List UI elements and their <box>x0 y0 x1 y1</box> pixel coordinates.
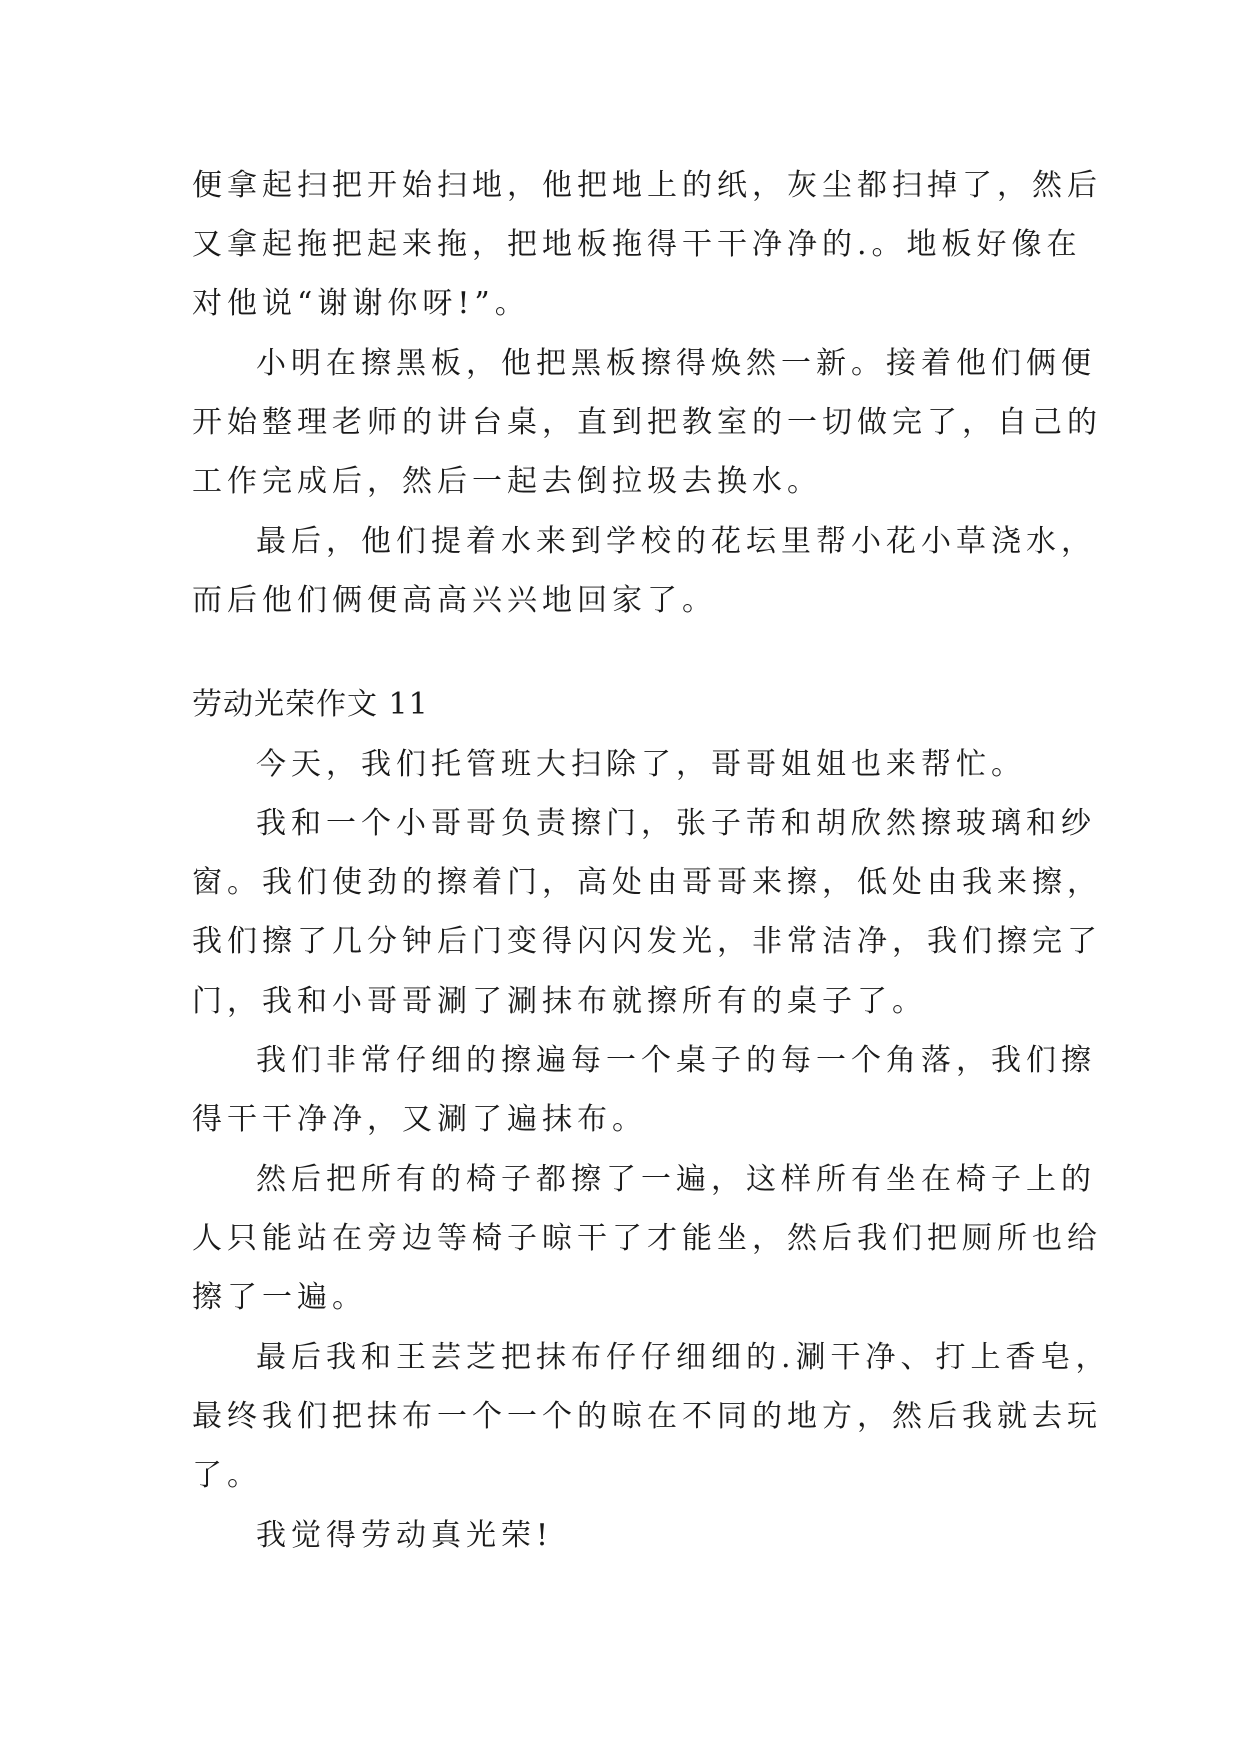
paragraph-line: 最后我和王芸芝把抹布仔仔细细的.涮干净、打上香皂， <box>256 1340 1111 1375</box>
section-title: 劳动光荣作文 11 <box>192 687 429 722</box>
paragraph-line: 我们非常仔细的擦遍每一个桌子的每一个角落，我们擦 <box>256 1043 1096 1078</box>
paragraph-line: 小明在擦黑板，他把黑板擦得焕然一新。接着他们俩便 <box>256 346 1096 381</box>
paragraph-line: 对他说“谢谢你呀!”。 <box>192 286 530 321</box>
paragraph-line: 而后他们俩便高高兴兴地回家了。 <box>192 583 717 618</box>
paragraph-line: 最终我们把抹布一个一个的晾在不同的地方，然后我就去玩 <box>192 1399 1102 1434</box>
paragraph-line: 然后把所有的椅子都擦了一遍，这样所有坐在椅子上的 <box>256 1162 1096 1197</box>
paragraph-line: 人只能站在旁边等椅子晾干了才能坐，然后我们把厕所也给 <box>192 1221 1102 1256</box>
paragraph-line: 擦了一遍。 <box>192 1280 367 1315</box>
paragraph-line: 得干干净净，又涮了遍抹布。 <box>192 1102 647 1137</box>
paragraph-line: 工作完成后，然后一起去倒拉圾去换水。 <box>192 464 822 499</box>
paragraph-line: 最后，他们提着水来到学校的花坛里帮小花小草浇水， <box>256 524 1096 559</box>
paragraph-line: 开始整理老师的讲台桌，直到把教室的一切做完了，自己的 <box>192 405 1102 440</box>
paragraph-line: 我和一个小哥哥负责擦门，张子芾和胡欣然擦玻璃和纱 <box>256 806 1096 841</box>
paragraph-line: 今天，我们托管班大扫除了，哥哥姐姐也来帮忙。 <box>256 747 1026 782</box>
paragraph-line: 了。 <box>192 1458 262 1493</box>
paragraph-line: 又拿起拖把起来拖，把地板拖得干干净净的.。地板好像在 <box>192 227 1082 262</box>
paragraph-line: 我觉得劳动真光荣! <box>256 1518 554 1553</box>
paragraph-line: 窗。我们使劲的擦着门，高处由哥哥来擦，低处由我来擦， <box>192 865 1102 900</box>
paragraph-line: 我们擦了几分钟后门变得闪闪发光，非常洁净，我们擦完了 <box>192 924 1102 959</box>
paragraph-line: 门，我和小哥哥涮了涮抹布就擦所有的桌子了。 <box>192 984 927 1019</box>
paragraph-line: 便拿起扫把开始扫地，他把地上的纸，灰尘都扫掉了，然后 <box>192 168 1102 203</box>
